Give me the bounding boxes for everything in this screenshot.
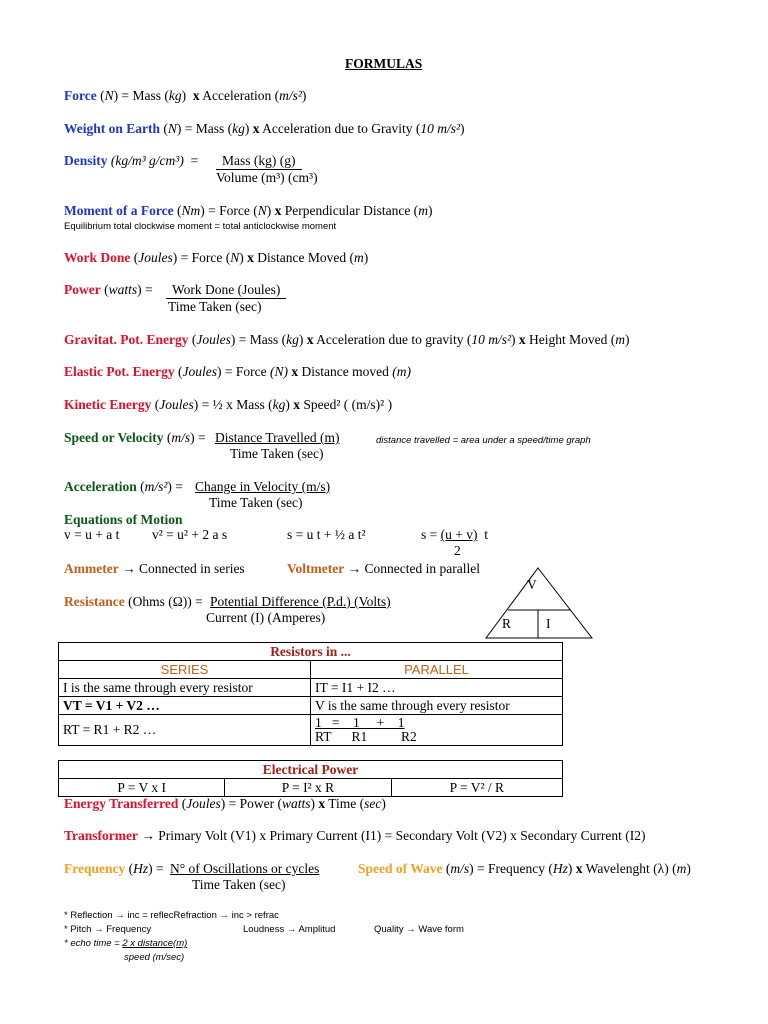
wave-close: )	[686, 861, 691, 876]
work-unit: Joules	[138, 250, 173, 265]
triangle-v: V	[527, 577, 537, 592]
elec-power-f2: P = I² x R	[225, 779, 391, 797]
ke-eq: = ½ x Mass (	[201, 397, 273, 412]
motion-eq1: v = u + a t	[64, 527, 120, 542]
page-title: FORMULAS	[345, 56, 423, 71]
work-dist-unit: m	[354, 250, 364, 265]
gpe-formula: Gravitat. Pot. Energy (Joules) = Mass (kg) x Acceleration due to gravity (10 m/s²) x Height Moved (m)	[64, 332, 630, 347]
elec-power-heading: Electrical Power	[59, 761, 563, 779]
elec-power-f1: P = V x I	[59, 779, 225, 797]
gpe-x2: x	[518, 332, 526, 347]
motion-eq4-den: 2	[454, 543, 461, 558]
motion-heading: Equations of Motion	[64, 512, 183, 527]
gpe-rhs: Height Moved (	[529, 332, 616, 347]
gpe-label: Gravitat. Pot. Energy	[64, 332, 189, 347]
energy-t-unit: sec	[364, 796, 382, 811]
ke-label: Kinetic Energy	[64, 397, 152, 412]
accel-eq: =	[175, 479, 183, 494]
transformer-label: Transformer	[64, 828, 138, 843]
resistance-eq: =	[195, 594, 203, 609]
parallel-current: IT = I1 + I2 …	[311, 679, 563, 697]
resistance-numerator: Potential Difference (P.d.) (Volts)	[210, 594, 391, 609]
epe-rhs: Distance moved	[301, 364, 389, 379]
frequency-eq: =	[156, 861, 164, 876]
triangle-i: I	[546, 616, 551, 631]
ke-formula: Kinetic Energy (Joules) = ½ x Mass (kg) x Speed² ( (m/s)² )	[64, 397, 393, 412]
work-x: x	[247, 250, 254, 265]
note-loudness: Loudness → Amplitud	[243, 924, 336, 935]
speed-eq: =	[198, 430, 206, 445]
resistance-units: (Ohms (Ω))	[128, 594, 192, 609]
energy-label: Energy Transferred	[64, 796, 179, 811]
work-close: )	[363, 250, 369, 265]
gpe-h-unit: m	[615, 332, 625, 347]
power-denominator: Time Taken (sec)	[168, 299, 262, 314]
vri-triangle-icon	[484, 566, 594, 640]
energy-eq: = Power (	[228, 796, 282, 811]
power-eq: =	[145, 282, 153, 297]
series-header: SERIES	[59, 661, 311, 679]
motion-eq4-frac: (u + v)	[440, 527, 478, 542]
force-acc-unit: m/s²	[279, 88, 302, 103]
work-formula: Work Done (Joules) = Force (N) x Distance Moved (m)	[64, 250, 369, 265]
work-force-unit: N	[230, 250, 240, 265]
parallel-resistance	[311, 715, 563, 746]
speed-note: distance travelled = area under a speed/time graph	[376, 435, 591, 446]
force-label: Force	[64, 88, 97, 103]
voltmeter-line	[287, 561, 480, 577]
epe-force-unit: (N)	[269, 364, 288, 379]
moment-dist-unit: m	[418, 203, 428, 218]
wave-f-unit: Hz	[552, 861, 568, 876]
moment-formula: Moment of a Force (Nm) = Force (N) x Perpendicular Distance (m)	[64, 203, 433, 218]
accel-label: Acceleration	[64, 479, 137, 494]
resistors-heading: Resistors in ...	[59, 643, 563, 661]
work-label: Work Done	[64, 250, 131, 265]
motion-eq2: v² = u² + 2 a s	[152, 527, 228, 542]
accel-formula: Acceleration (m/s²) =	[64, 479, 183, 494]
motion-eq4-pre: s =	[421, 527, 438, 542]
note-reflection: * Reflection → inc = reflecRefraction → inc > refrac	[64, 910, 279, 921]
weight-unit: N	[167, 121, 177, 136]
energy-close: )	[381, 796, 386, 811]
wave-label: Speed of Wave	[358, 861, 443, 876]
epe-dist-unit: (m)	[392, 364, 411, 379]
series-current: I is the same through every resistor	[59, 679, 311, 697]
gpe-unit: Joules	[196, 332, 231, 347]
weight-close: )	[460, 121, 465, 136]
wave-rhs: Wavelenght (λ) (	[585, 861, 677, 876]
note-echo-num: 2 x distance(m)	[122, 938, 188, 949]
density-eq: =	[190, 153, 199, 168]
force-close: )	[301, 88, 307, 103]
frequency-unit: Hz	[133, 861, 149, 876]
epe-label: Elastic Pot. Energy	[64, 364, 175, 379]
voltmeter-label: Voltmeter	[287, 561, 345, 576]
density-label: Density	[64, 153, 108, 168]
ammeter-line	[64, 561, 245, 577]
density-formula	[64, 153, 198, 169]
motion-eq4	[421, 527, 488, 543]
force-x: x	[192, 88, 200, 103]
note-echo-pre: * echo time =	[64, 938, 120, 949]
weight-eq: = Mass (	[184, 121, 233, 136]
moment-force-unit: N	[257, 203, 267, 218]
power-label: Power	[64, 282, 101, 297]
epe-unit: Joules	[182, 364, 217, 379]
motion-eq3: s = u t + ½ a t²	[287, 527, 366, 542]
parallel-voltage: V is the same through every resistor	[311, 697, 563, 715]
transformer-text: → Primary Volt (V1) x Primary Current (I1) = Secondary Volt (V2) x Secondary Current (I2)	[141, 828, 646, 843]
motion-eq4-t: t	[484, 527, 488, 542]
energy-rhs: Time (	[328, 796, 365, 811]
triangle-r: R	[502, 616, 512, 631]
work-eq: = Force (	[180, 250, 231, 265]
ke-mass-unit: kg	[272, 397, 286, 412]
power-unit: watts	[108, 282, 138, 297]
wave-eq: = Frequency (	[477, 861, 553, 876]
work-rhs: Distance Moved (	[257, 250, 354, 265]
power-numerator: Work Done (Joules)	[166, 282, 286, 299]
speed-unit: m/s	[171, 430, 191, 445]
gpe-g: 10 m/s²	[471, 332, 511, 347]
gpe-eq: = Mass (	[238, 332, 287, 347]
ammeter-text: → Connected in series	[122, 561, 245, 576]
accel-unit: m/s²	[144, 479, 168, 494]
force-rhs: Acceleration (	[202, 88, 280, 103]
moment-label: Moment of a Force	[64, 203, 174, 218]
electrical-power-table	[58, 760, 563, 797]
series-voltage: VT = V1 + V2 …	[59, 697, 311, 715]
wave-x: x	[575, 861, 583, 876]
resistance-label: Resistance	[64, 594, 125, 609]
epe-x: x	[291, 364, 299, 379]
resistors-table	[58, 642, 563, 746]
weight-x: x	[252, 121, 260, 136]
weight-rhs: Acceleration due to Gravity (	[262, 121, 421, 136]
frequency-label: Frequency	[64, 861, 126, 876]
gpe-close: )	[624, 332, 630, 347]
weight-g: 10 m/s²	[420, 121, 461, 136]
epe-eq: = Force	[224, 364, 267, 379]
parallel-header: PARALLEL	[311, 661, 563, 679]
parallel-resistance-num: 1 = 1 + 1	[315, 715, 405, 730]
force-unit: N	[104, 88, 114, 103]
frequency-numerator: N° of Oscillations or cycles	[170, 861, 320, 876]
resistance-formula	[64, 594, 203, 610]
speed-label: Speed or Velocity	[64, 430, 164, 445]
moment-rhs: Perpendicular Distance (	[284, 203, 419, 218]
energy-unit: Joules	[186, 796, 221, 811]
power-formula: Power (watts) =	[64, 282, 153, 297]
wave-formula: Speed of Wave (m/s) = Frequency (Hz) x Wavelenght (λ) (m)	[358, 861, 691, 876]
weight-label: Weight on Earth	[64, 121, 161, 136]
transformer-formula	[64, 828, 646, 844]
ke-x: x	[293, 397, 300, 412]
gpe-mass-unit: kg	[286, 332, 299, 347]
accel-denominator: Time Taken (sec)	[209, 495, 303, 510]
force-formula: Force (N) = Mass (kg) x Acceleration (m/s²)	[64, 88, 307, 103]
ke-rhs: Speed² ( (m/s)² )	[303, 397, 393, 412]
energy-x: x	[318, 796, 326, 811]
weight-formula: Weight on Earth (N) = Mass (kg) x Acceleration due to Gravity (10 m/s²)	[64, 121, 465, 136]
density-numerator: Mass (kg) (g)	[216, 153, 302, 170]
note-echo-den: speed (m/sec)	[124, 952, 185, 963]
speed-denominator: Time Taken (sec)	[230, 446, 324, 461]
voltmeter-text: → Connected in parallel	[347, 561, 480, 576]
force-eq: = Mass (	[121, 88, 169, 103]
gpe-x: x	[306, 332, 314, 347]
energy-p-unit: watts	[281, 796, 311, 811]
wave-unit: m/s	[450, 861, 470, 876]
resistance-denominator: Current (I) (Amperes)	[206, 610, 326, 625]
gpe-mid: Acceleration due to gravity (	[316, 332, 472, 347]
moment-unit: Nm	[181, 203, 201, 218]
ke-unit: Joules	[159, 397, 194, 412]
parallel-resistance-den: RT R1 R2	[315, 729, 417, 744]
moment-note: Equilibrium total clockwise moment = total anticlockwise moment	[64, 221, 337, 232]
energy-formula: Energy Transferred (Joules) = Power (watts) x Time (sec)	[64, 796, 386, 811]
frequency-denominator: Time Taken (sec)	[192, 877, 286, 892]
accel-numerator: Change in Velocity (m/s)	[195, 479, 331, 494]
moment-eq: = Force (	[208, 203, 258, 218]
moment-close: )	[427, 203, 433, 218]
density-denominator: Volume (m³) (cm³)	[216, 170, 318, 185]
ammeter-label: Ammeter	[64, 561, 119, 576]
epe-formula: Elastic Pot. Energy (Joules) = Force (N) x Distance moved (m)	[64, 364, 411, 379]
series-resistance: RT = R1 + R2 …	[59, 715, 311, 746]
force-mass-unit: kg	[168, 88, 182, 103]
note-quality: Quality → Wave form	[374, 924, 464, 935]
moment-x: x	[274, 203, 282, 218]
note-pitch: * Pitch → Frequency	[64, 924, 152, 935]
wave-l-unit: m	[676, 861, 687, 876]
density-units: (kg/m³ g/cm³)	[110, 153, 184, 168]
elec-power-f3: P = V² / R	[391, 779, 562, 797]
speed-numerator: Distance Travelled (m)	[215, 430, 340, 445]
frequency-formula: Frequency (Hz) =	[64, 861, 164, 876]
speed-formula: Speed or Velocity (m/s) =	[64, 430, 206, 445]
weight-mass-unit: kg	[232, 121, 245, 136]
